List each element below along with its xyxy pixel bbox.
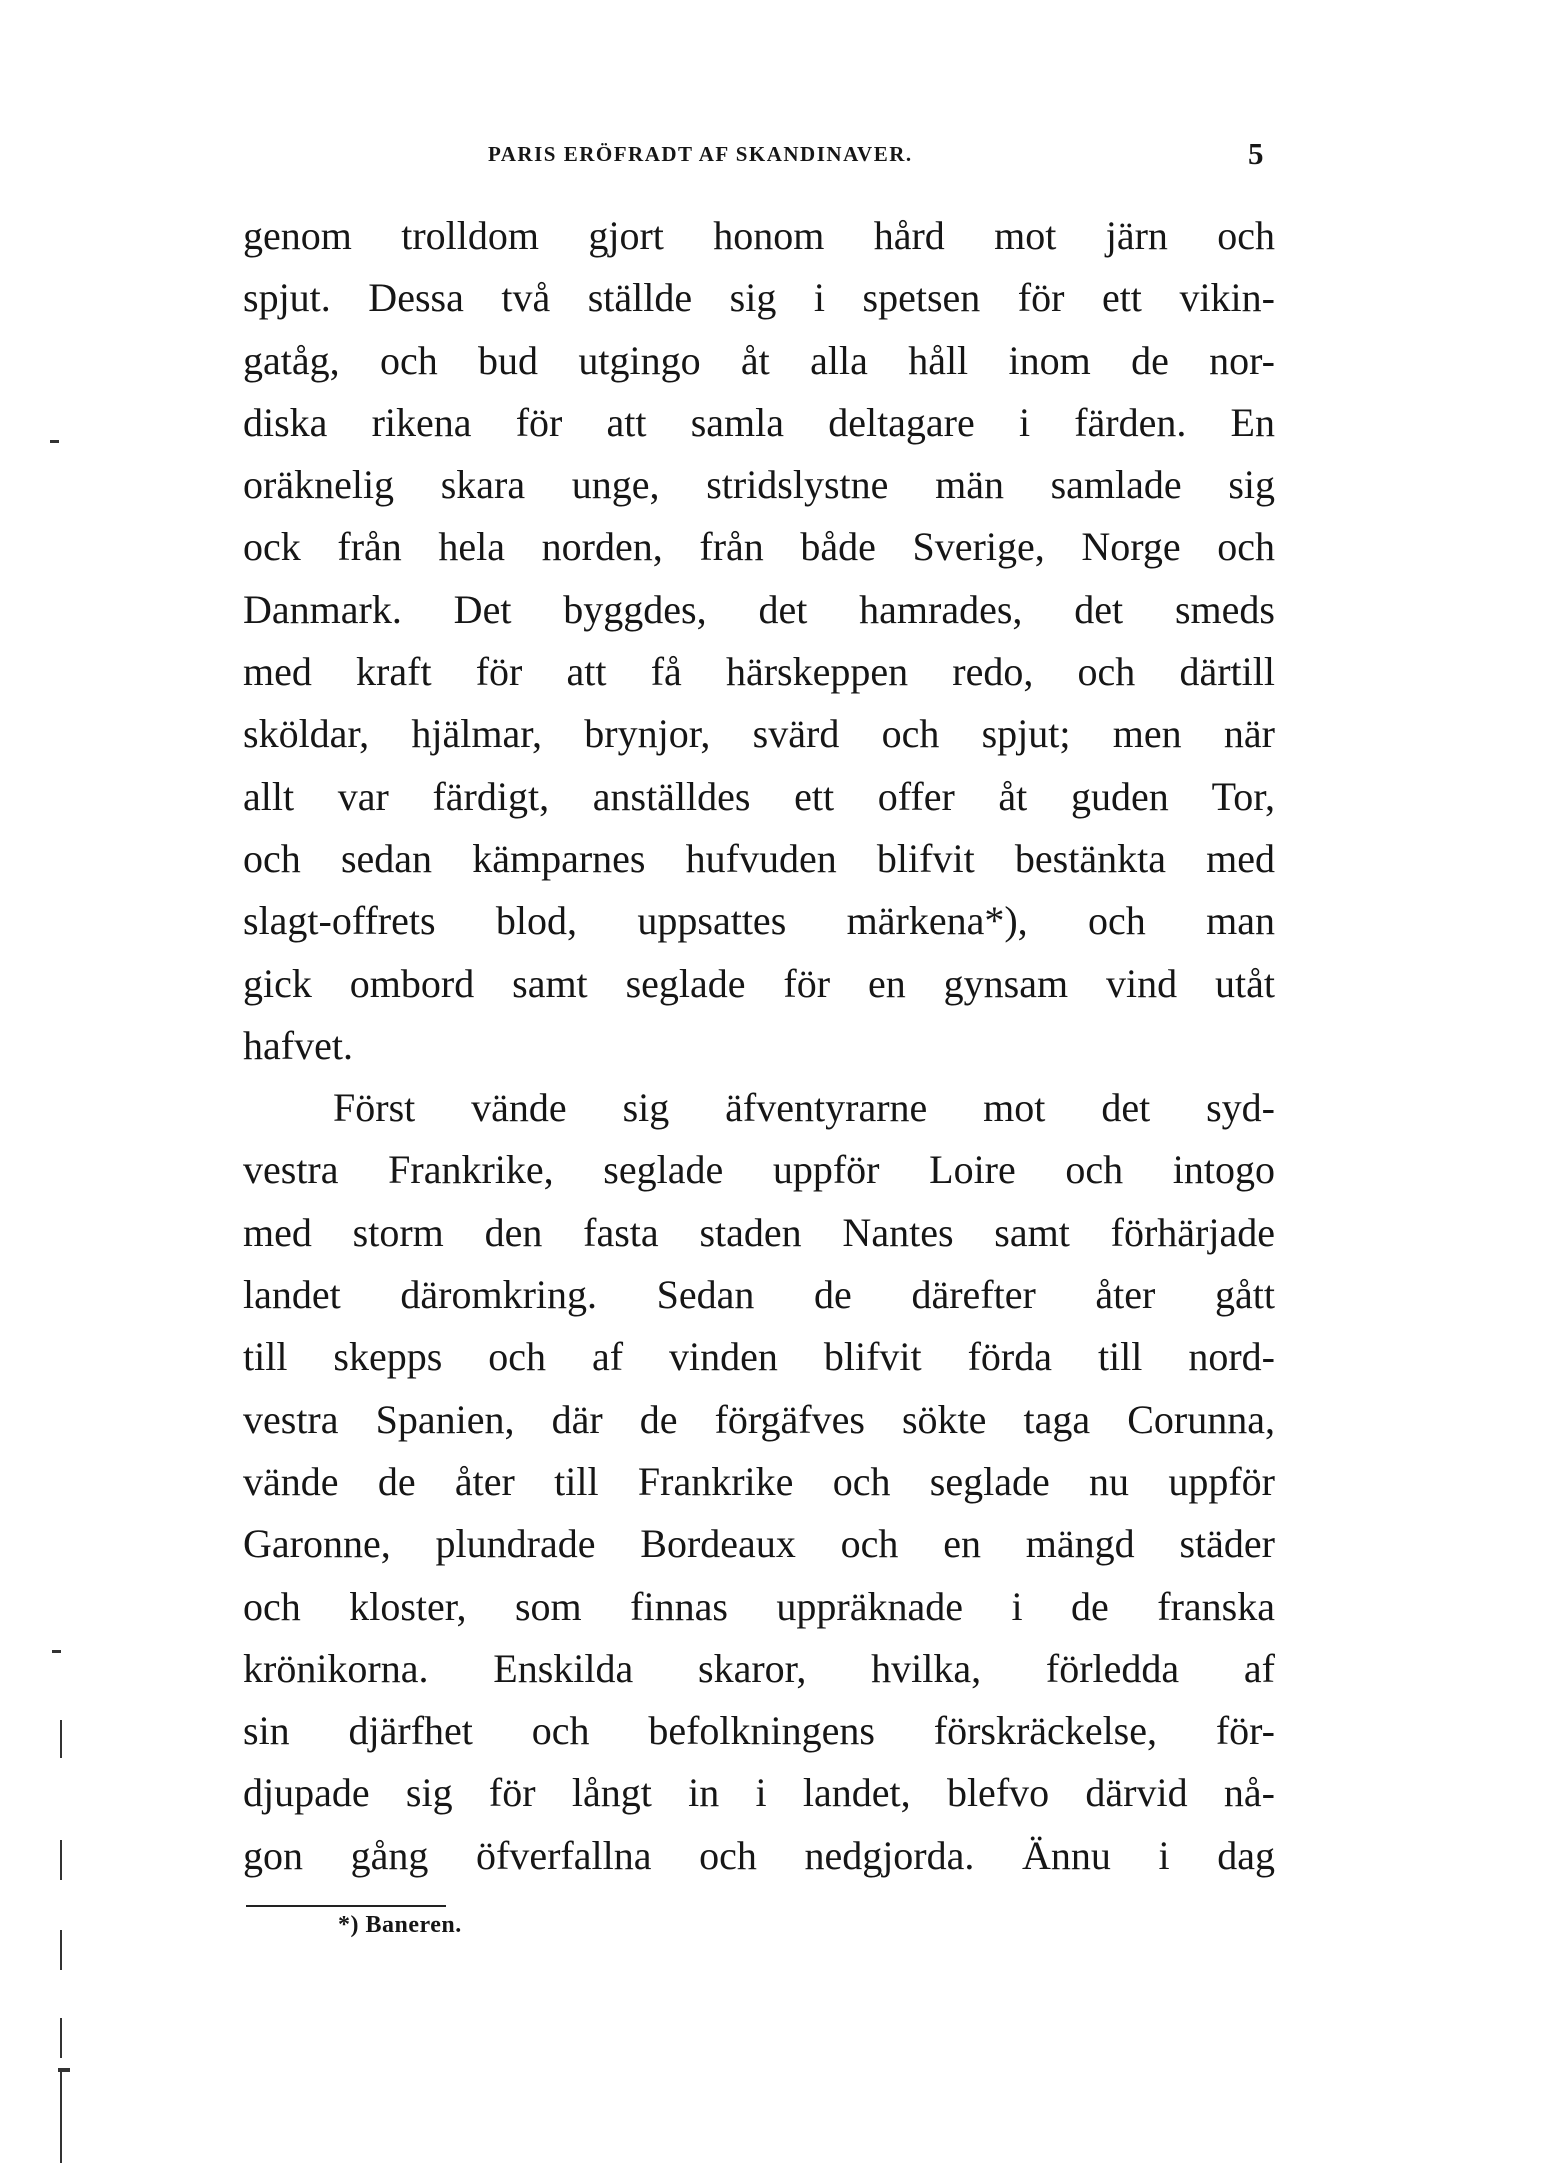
body-text (243, 205, 1275, 1887)
text-line: vestra Frankrike, seglade uppför Loire och intogo (243, 1147, 1275, 1193)
text-line: med storm den fasta staden Nantes samt förhärjade (243, 1209, 1275, 1255)
text-line: och sedan kämparnes hufvuden blifvit bestänkta med (243, 835, 1275, 881)
footnote-rule (246, 1905, 446, 1907)
text-line: vestra Spanien, där de förgäfves sökte taga Corunna, (243, 1396, 1275, 1442)
text-line: genom trolldom gjort honom hård mot järn och (243, 213, 1275, 258)
text-line: Garonne, plundrade Bordeaux och en mängd städer (243, 1521, 1275, 1567)
text-line: vände de åter till Frankrike och seglade nu uppför (243, 1458, 1275, 1504)
text-line: djupade sig för långt in i landet, blefvo därvid nå- (243, 1770, 1275, 1816)
text-line: sin djärfhet och befolkningens förskräckelse, för- (243, 1708, 1275, 1754)
text-line: krönikorna. Enskilda skaror, hvilka, förledda af (243, 1645, 1275, 1691)
text-line: till skepps och af vinden blifvit förda till nord- (243, 1334, 1275, 1380)
text-line: och kloster, som finnas uppräknade i de franska (243, 1583, 1275, 1629)
text-line: gon gång öfverfallna och nedgjorda. Ännu i dag (243, 1832, 1275, 1878)
text-line: oräknelig skara unge, stridslystne män samlade sig (243, 462, 1275, 508)
text-line: sköldar, hjälmar, brynjor, svärd och spjut; men när (243, 711, 1275, 757)
scan-mark (60, 2072, 62, 2163)
text-line: Danmark. Det byggdes, det hamrades, det smeds (243, 586, 1275, 632)
paragraph-first-line: Först vände sig äfventyrarne mot det syd- (333, 1085, 1275, 1131)
text-line: diska rikena för att samla deltagare i färden. En (243, 399, 1275, 445)
scan-mark (60, 2018, 62, 2058)
scan-mark (60, 1720, 62, 1758)
text-line: landet däromkring. Sedan de därefter åter gått (243, 1272, 1275, 1318)
text-line: allt var färdigt, anställdes ett offer åt guden Tor, (243, 773, 1275, 819)
text-line: med kraft för att få härskeppen redo, och därtill (243, 649, 1275, 695)
running-title: PARIS ERÖFRADT AF SKANDINAVER. (488, 142, 913, 166)
scan-mark (52, 1650, 61, 1653)
scan-mark (60, 1840, 62, 1880)
page-number: 5 (1248, 136, 1264, 171)
text-line: gick ombord samt seglade för en gynsam vind utåt (243, 960, 1275, 1006)
text-line: gatåg, och bud utgingo åt alla håll inom de nor- (243, 337, 1275, 383)
text-line: spjut. Dessa två ställde sig i spetsen för ett vikin- (243, 275, 1275, 321)
scan-mark (50, 440, 59, 443)
text-line: hafvet. (243, 1022, 353, 1068)
footnote: *) Baneren. (338, 1912, 462, 1938)
text-line: slagt-offrets blod, uppsattes märkena*), och man (243, 898, 1275, 944)
text-line: ock från hela norden, från både Sverige, Norge och (243, 524, 1275, 570)
scan-mark (60, 1930, 62, 1970)
